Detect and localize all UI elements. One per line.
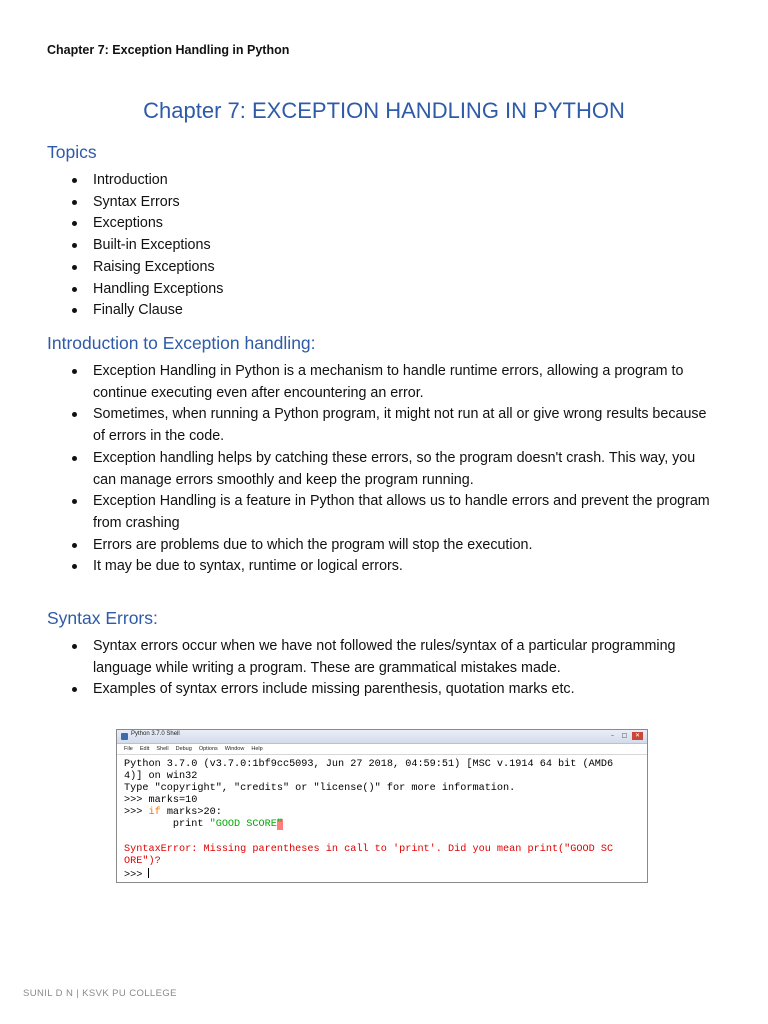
list-item-text: Introduction xyxy=(93,172,168,188)
menu-help: Help xyxy=(251,746,263,752)
shell-window-title: Python 3.7.0 Shell xyxy=(131,731,180,737)
shell-line: Python 3.7.0 (v3.7.0:1bf9cc5093, Jun 27 2018, 04:59:51) [MSC v.1914 64 bit (AMD6 xyxy=(124,759,614,770)
shell-code: marks>20: xyxy=(160,807,222,819)
topics-heading: Topics xyxy=(47,142,97,162)
error-message: ORE")? xyxy=(124,855,161,867)
shell-line xyxy=(124,807,640,819)
list-item xyxy=(72,535,718,557)
maximize-icon: □ xyxy=(621,732,628,739)
list-item-text: Sometimes, when running a Python program, it might not run at all or give wrong results because of errors in the code. xyxy=(93,406,707,445)
bullet-icon xyxy=(72,265,77,270)
bullet-icon xyxy=(72,221,77,226)
syntax-list xyxy=(72,636,718,701)
list-item-text: Errors are problems due to which the program will stop the execution. xyxy=(93,536,533,553)
menu-debug: Debug xyxy=(175,746,192,752)
shell-line xyxy=(124,819,640,831)
error-marker: " xyxy=(276,819,283,831)
close-icon: ✕ xyxy=(632,732,643,740)
list-item xyxy=(72,279,718,301)
shell-prompt: >>> xyxy=(124,807,149,819)
menu-options: Options xyxy=(198,746,218,752)
shell-code: print xyxy=(124,819,210,831)
page-footer: SUNIL D N | KSVK PU COLLEGE xyxy=(23,988,177,999)
window-controls xyxy=(608,732,643,740)
bullet-icon xyxy=(72,308,77,313)
bullet-icon xyxy=(72,412,77,417)
list-item-text: Handling Exceptions xyxy=(93,280,224,297)
menu-edit: Edit xyxy=(139,746,150,752)
bullet-icon xyxy=(72,287,77,292)
list-item-text: Syntax Errors xyxy=(93,193,180,210)
text-cursor xyxy=(148,868,149,878)
intro-heading: Introduction to Exception handling: xyxy=(47,333,316,353)
list-item-text: Built-in Exceptions xyxy=(93,237,211,254)
list-item-text: Exception Handling is a feature in Python that allows us to handle errors and prevent the program from crashing xyxy=(93,493,710,531)
list-item-text: Raising Exceptions xyxy=(93,258,215,275)
list-item xyxy=(72,192,718,214)
bullet-icon xyxy=(72,564,77,569)
list-item-text: Examples of syntax errors include missing parenthesis, quotation marks etc. xyxy=(93,681,575,698)
list-item xyxy=(72,556,718,578)
list-item xyxy=(72,213,718,235)
shell-line: >>> marks=10 xyxy=(124,795,198,807)
list-item-text: Syntax errors occur when we have not followed the rules/syntax of a particular programming language while writing a program. These are grammatical mistakes made. xyxy=(93,638,676,676)
error-message: SyntaxError: Missing parentheses in call to 'print'. Did you mean print("GOOD SC xyxy=(124,843,614,855)
shell-output xyxy=(117,755,647,882)
list-item xyxy=(72,235,718,257)
shell-titlebar xyxy=(117,730,647,744)
bullet-icon xyxy=(72,644,77,649)
minimize-icon: – xyxy=(611,732,614,739)
list-item xyxy=(72,404,718,447)
list-item-text: Exception Handling in Python is a mechanism to handle runtime errors, allowing a program to continue executing even after encountering an error. xyxy=(93,363,684,401)
bullet-icon xyxy=(72,178,77,183)
shell-line xyxy=(124,868,640,882)
topics-list xyxy=(72,170,718,322)
shell-prompt: >>> xyxy=(124,869,149,881)
bullet-icon xyxy=(72,369,77,374)
list-item-text: It may be due to syntax, runtime or logical errors. xyxy=(93,558,403,575)
shell-line: 4)] on win32 xyxy=(124,771,198,783)
bullet-icon xyxy=(72,543,77,548)
list-item xyxy=(72,491,718,534)
list-item-text: Exceptions xyxy=(93,215,163,232)
running-header: Chapter 7: Exception Handling in Python xyxy=(47,43,290,57)
python-icon xyxy=(121,733,128,740)
bullet-icon xyxy=(72,687,77,692)
menu-shell: Shell xyxy=(156,746,169,752)
intro-list xyxy=(72,361,718,578)
syntax-heading: Syntax Errors: xyxy=(47,608,158,628)
shell-menubar xyxy=(117,744,647,755)
list-item xyxy=(72,361,718,404)
bullet-icon xyxy=(72,243,77,248)
menu-window: Window xyxy=(224,746,245,752)
list-item xyxy=(72,636,718,679)
list-item-text: Finally Clause xyxy=(93,302,183,319)
python-shell-screenshot xyxy=(116,729,648,883)
bullet-icon xyxy=(72,456,77,461)
page-title: Chapter 7: EXCEPTION HANDLING IN PYTHON xyxy=(143,98,625,123)
list-item xyxy=(72,257,718,279)
list-item xyxy=(72,170,718,192)
list-item xyxy=(72,300,718,322)
menu-file: File xyxy=(124,746,133,752)
list-item xyxy=(72,448,718,491)
keyword: if xyxy=(148,807,161,819)
list-item xyxy=(72,679,718,701)
bullet-icon xyxy=(72,200,77,205)
shell-line: Type "copyright", "credits" or "license()" for more information. xyxy=(124,783,516,795)
bullet-icon xyxy=(72,499,77,504)
string-literal: "GOOD SCORE xyxy=(209,819,277,831)
list-item-text: Exception handling helps by catching these errors, so the program doesn't crash. This way, you can manage errors smoothly and keep the program running. xyxy=(93,449,696,488)
